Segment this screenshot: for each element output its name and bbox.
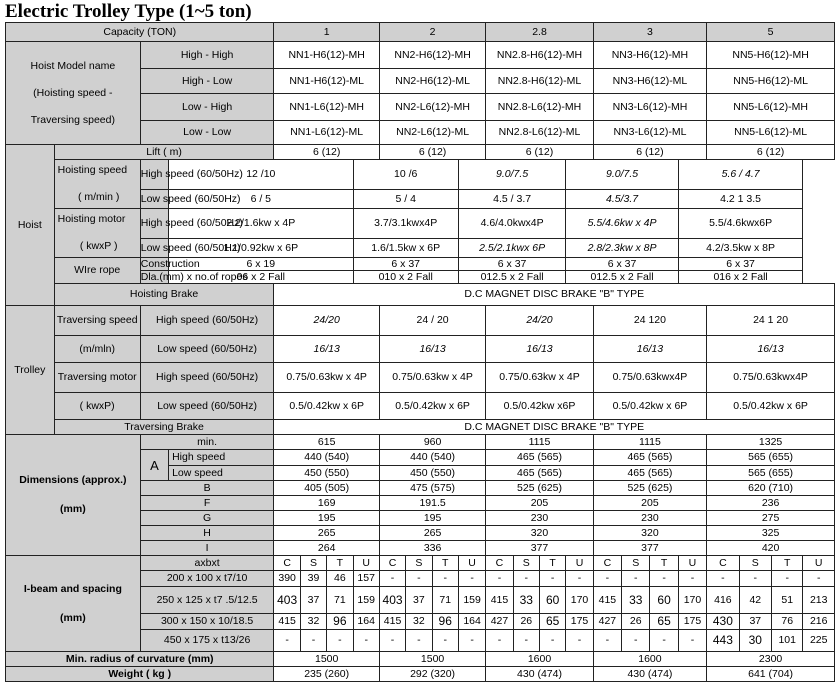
ibeam-value: - xyxy=(379,630,405,652)
hoisting-speed-high-2: 10 /6 xyxy=(353,160,458,190)
lift-value-4: 6 (12) xyxy=(593,145,706,160)
ibeam-value: - xyxy=(432,571,458,587)
ibeam-value: - xyxy=(300,630,326,652)
ibeam-col-header: S xyxy=(513,556,539,571)
ibeam-value: - xyxy=(678,571,706,587)
dim-b-label: B xyxy=(140,481,274,496)
hoisting-motor-label-line: ( kwxP ) xyxy=(79,240,118,252)
low-speed-label: Low speed (60/50Hz) xyxy=(140,393,274,420)
min-radius-5: 2300 xyxy=(707,652,835,667)
hoisting-motor-low-3: 2.5/2.1kwx 6P xyxy=(458,239,565,258)
ibeam-value: 390 xyxy=(274,571,300,587)
ibeam-value: - xyxy=(566,571,593,587)
dim-i-2: 336 xyxy=(379,541,485,556)
dim-min-4: 1115 xyxy=(593,435,706,450)
dim-a-high-4: 465 (565) xyxy=(593,450,706,466)
ibeam-value: 415 xyxy=(274,614,300,630)
ibeam-value: - xyxy=(622,630,650,652)
dim-f-label: F xyxy=(140,496,274,511)
ibeam-value: 427 xyxy=(593,614,621,630)
dim-h-5: 325 xyxy=(707,526,835,541)
hoisting-speed-high-4: 9.0/7.5 xyxy=(566,160,678,190)
dim-a-label: A xyxy=(140,450,168,481)
dim-b-5: 620 (710) xyxy=(707,481,835,496)
capacity-4: 3 xyxy=(593,23,706,42)
model-speed-label: Low - High xyxy=(140,94,274,121)
dim-a-high-3: 465 (565) xyxy=(486,450,593,466)
ibeam-value: 164 xyxy=(353,614,379,630)
dim-min-5: 1325 xyxy=(707,435,835,450)
hoisting-speed-high-3: 9.0/7.5 xyxy=(458,160,565,190)
ibeam-value: - xyxy=(650,630,678,652)
dim-a-low-label: Low speed xyxy=(169,466,274,481)
ibeam-value: 76 xyxy=(772,614,803,630)
hoisting-brake-label: Hoisting Brake xyxy=(54,284,274,306)
ibeam-value: 96 xyxy=(327,614,353,630)
traversing-speed-low-5: 16/13 xyxy=(707,336,835,363)
model-speed-label: High - Low xyxy=(140,69,274,94)
model-value-2: NN2-H6(12)-MH xyxy=(379,42,485,69)
ibeam-value: - xyxy=(486,630,513,652)
ibeam-value: 159 xyxy=(458,587,485,614)
ibeam-value: 175 xyxy=(566,614,593,630)
traversing-speed-high-3: 24/20 xyxy=(486,306,593,336)
ibeam-col-header: T xyxy=(539,556,565,571)
ibeam-size-label: 300 x 150 x 10/18.5 xyxy=(140,614,274,630)
weight-4: 430 (474) xyxy=(593,667,706,682)
ibeam-size-label: 450 x 175 x t13/26 xyxy=(140,630,274,652)
model-value-1: NN1-H6(12)-ML xyxy=(274,69,379,94)
model-value-1: NN1-L6(12)-MH xyxy=(274,94,379,121)
model-value-1: NN1-H6(12)-MH xyxy=(274,42,379,69)
model-value-2: NN2-L6(12)-MH xyxy=(379,94,485,121)
hoist-model-group-label xyxy=(6,42,141,145)
dim-i-5: 420 xyxy=(707,541,835,556)
dim-h-4: 320 xyxy=(593,526,706,541)
ibeam-value: 32 xyxy=(300,614,326,630)
ibeam-value: 33 xyxy=(622,587,650,614)
ibeam-group-label-line: (mm) xyxy=(60,611,86,624)
hoisting-speed-low-4: 4.5/3.7 xyxy=(566,190,678,209)
hoisting-speed-high-5: 5.6 / 4.7 xyxy=(678,160,803,190)
high-speed-label: High speed (60/50Hz) xyxy=(140,363,274,393)
capacity-3: 2.8 xyxy=(486,23,593,42)
ibeam-col-header: C xyxy=(379,556,405,571)
ibeam-value: 415 xyxy=(379,614,405,630)
traversing-speed-unit: (m/mln) xyxy=(54,336,140,363)
dim-b-1: 405 (505) xyxy=(274,481,379,496)
ibeam-value: 37 xyxy=(406,587,432,614)
dim-f-1: 169 xyxy=(274,496,379,511)
ibeam-value: - xyxy=(539,630,565,652)
ibeam-value: 101 xyxy=(772,630,803,652)
dim-g-label: G xyxy=(140,511,274,526)
dim-a-high-label: High speed xyxy=(169,450,274,466)
ibeam-col-header: T xyxy=(650,556,678,571)
hoisting-speed-low-1: 6 / 5 xyxy=(169,190,353,209)
high-speed-label: High speed (60/50Hz) xyxy=(140,306,274,336)
ibeam-col-header: C xyxy=(707,556,739,571)
ibeam-col-header: C xyxy=(593,556,621,571)
capacity-label: Capacity (TON) xyxy=(6,23,274,42)
ibeam-value: 51 xyxy=(772,587,803,614)
dim-i-4: 377 xyxy=(593,541,706,556)
construction-label: Construction xyxy=(140,257,200,270)
dim-i-1: 264 xyxy=(274,541,379,556)
ibeam-value: 39 xyxy=(300,571,326,587)
ibeam-col-header: S xyxy=(300,556,326,571)
ibeam-value: - xyxy=(513,630,539,652)
traversing-speed-low-2: 16/13 xyxy=(379,336,485,363)
hoisting-speed-high-1: 12 /10 xyxy=(169,160,353,190)
dimensions-group-label-line: Dimensions (approx.) xyxy=(19,474,127,486)
dim-i-label: I xyxy=(140,541,274,556)
ibeam-value: - xyxy=(650,571,678,587)
model-value-5: NN5-H6(12)-ML xyxy=(707,69,835,94)
dim-g-1: 195 xyxy=(274,511,379,526)
ibeam-value: - xyxy=(353,630,379,652)
construction-5: 6 x 37 xyxy=(678,258,803,271)
lift-value-3: 6 (12) xyxy=(486,145,593,160)
dim-b-2: 475 (575) xyxy=(379,481,485,496)
model-value-5: NN5-H6(12)-MH xyxy=(707,42,835,69)
ibeam-value: 415 xyxy=(593,587,621,614)
ibeam-value: - xyxy=(593,571,621,587)
hoist-group-label: Hoist xyxy=(6,145,55,306)
ibeam-col-header: S xyxy=(622,556,650,571)
low-speed-label: Low speed (60/50Hz) xyxy=(140,239,168,258)
ibeam-col-header: U xyxy=(678,556,706,571)
model-value-3: NN2.8-H6(12)-MH xyxy=(486,42,593,69)
ibeam-value: - xyxy=(593,630,621,652)
ibeam-col-header: C xyxy=(274,556,300,571)
ibeam-value: 26 xyxy=(513,614,539,630)
ibeam-value: - xyxy=(803,571,835,587)
hoisting-speed-label xyxy=(54,160,140,209)
traversing-speed-high-4: 24 120 xyxy=(593,306,706,336)
ibeam-value: 157 xyxy=(353,571,379,587)
traversing-speed-high-1: 24/20 xyxy=(274,306,379,336)
wire-rope-label: WIre rope xyxy=(54,258,140,284)
dim-f-2: 191.5 xyxy=(379,496,485,511)
low-speed-label: Low speed (60/50Hz) xyxy=(140,190,168,209)
hoisting-motor-high-1: 2.2/1.6kw x 4P xyxy=(169,209,353,239)
ibeam-value: 159 xyxy=(353,587,379,614)
dimensions-group-label xyxy=(6,435,141,556)
construction-4: 6 x 37 xyxy=(566,258,678,271)
min-radius-1: 1500 xyxy=(274,652,379,667)
ibeam-value: - xyxy=(458,571,485,587)
model-value-4: NN3-L6(12)-ML xyxy=(593,121,706,145)
weight-label: Weight ( kg ) xyxy=(6,667,274,682)
hoisting-motor-label xyxy=(54,209,140,258)
dimensions-group-label-line: (mm) xyxy=(60,503,86,515)
ibeam-value: 415 xyxy=(486,587,513,614)
ibeam-value: 403 xyxy=(379,587,405,614)
ibeam-col-header: T xyxy=(327,556,353,571)
model-value-5: NN5-L6(12)-MH xyxy=(707,94,835,121)
ibeam-value: - xyxy=(274,630,300,652)
ibeam-value: - xyxy=(379,571,405,587)
rope-dia-3: 012.5 x 2 Fall xyxy=(458,271,565,284)
ibeam-value: 175 xyxy=(678,614,706,630)
traversing-motor-low-5: 0.5/0.42kw x 6P xyxy=(707,393,835,420)
min-radius-label: Min. radius of curvature (mm) xyxy=(6,652,274,667)
ibeam-value: 170 xyxy=(678,587,706,614)
lift-value-2: 6 (12) xyxy=(379,145,485,160)
traversing-motor-high-5: 0.75/0.63kwx4P xyxy=(707,363,835,393)
traversing-motor-label: Traversing motor xyxy=(54,363,140,393)
capacity-5: 5 xyxy=(707,23,835,42)
lift-value-1: 6 (12) xyxy=(274,145,379,160)
hoisting-motor-label-line: Hoisting motor xyxy=(57,213,126,225)
weight-5: 641 (704) xyxy=(707,667,835,682)
ibeam-value: 213 xyxy=(803,587,835,614)
dim-a-low-5: 565 (655) xyxy=(707,466,835,481)
hoisting-speed-label-line: ( m/min ) xyxy=(77,191,120,203)
ibeam-value: 427 xyxy=(486,614,513,630)
ibeam-size-label: 250 x 125 x t7 .5/12.5 xyxy=(140,587,274,614)
ibeam-value: 71 xyxy=(432,587,458,614)
model-value-3: NN2.8-L6(12)-MH xyxy=(486,94,593,121)
page-title: Electric Trolley Type (1~5 ton) xyxy=(5,1,252,22)
dim-h-label: H xyxy=(140,526,274,541)
model-value-3: NN2.8-L6(12)-ML xyxy=(486,121,593,145)
dim-h-3: 320 xyxy=(486,526,593,541)
construction-2: 6 x 37 xyxy=(353,258,458,271)
model-value-5: NN5-L6(12)-ML xyxy=(707,121,835,145)
ibeam-value: - xyxy=(513,571,539,587)
weight-3: 430 (474) xyxy=(486,667,593,682)
dim-g-4: 230 xyxy=(593,511,706,526)
ibeam-value: 170 xyxy=(566,587,593,614)
traversing-brake-value: D.C MAGNET DISC BRAKE "B" TYPE xyxy=(274,420,835,435)
lift-label: Lift ( m) xyxy=(54,145,274,160)
model-value-4: NN3-H6(12)-ML xyxy=(593,69,706,94)
high-speed-label: High speed (60/50Hz) xyxy=(140,209,168,239)
dim-min-3: 1115 xyxy=(486,435,593,450)
dim-a-high-2: 440 (540) xyxy=(379,450,485,466)
ibeam-value: 216 xyxy=(803,614,835,630)
dim-g-2: 195 xyxy=(379,511,485,526)
ibeam-value: - xyxy=(678,630,706,652)
dim-f-3: 205 xyxy=(486,496,593,511)
ibeam-value: 26 xyxy=(622,614,650,630)
dim-min-1: 615 xyxy=(274,435,379,450)
trolley-group-label: Trolley xyxy=(6,306,55,435)
ibeam-value: - xyxy=(327,630,353,652)
hoisting-motor-high-4: 5.5/4.6kw x 4P xyxy=(566,209,678,239)
ibeam-value: - xyxy=(406,630,432,652)
lift-value-5: 6 (12) xyxy=(707,145,835,160)
ibeam-value: 60 xyxy=(650,587,678,614)
high-speed-label: High speed (60/50Hz) xyxy=(140,160,168,190)
traversing-motor-low-3: 0.5/0.42kw x6P xyxy=(486,393,593,420)
ibeam-group-label xyxy=(6,556,141,652)
hoisting-motor-high-5: 5.5/4.6kwx6P xyxy=(678,209,803,239)
min-radius-4: 1600 xyxy=(593,652,706,667)
traversing-motor-high-2: 0.75/0.63kw x 4P xyxy=(379,363,485,393)
ibeam-col-header: U xyxy=(353,556,379,571)
dim-a-low-1: 450 (550) xyxy=(274,466,379,481)
model-speed-label: Low - Low xyxy=(140,121,274,145)
model-speed-label: High - High xyxy=(140,42,274,69)
ibeam-value: 164 xyxy=(458,614,485,630)
ibeam-value: - xyxy=(406,571,432,587)
hoisting-motor-low-5: 4.2/3.5kw x 8P xyxy=(678,239,803,258)
dim-h-1: 265 xyxy=(274,526,379,541)
hoisting-speed-low-3: 4.5 / 3.7 xyxy=(458,190,565,209)
dim-g-3: 230 xyxy=(486,511,593,526)
model-value-3: NN2.8-H6(12)-ML xyxy=(486,69,593,94)
model-value-1: NN1-L6(12)-ML xyxy=(274,121,379,145)
traversing-motor-low-2: 0.5/0.42kw x 6P xyxy=(379,393,485,420)
ibeam-col-header: C xyxy=(486,556,513,571)
weight-1: 235 (260) xyxy=(274,667,379,682)
capacity-2: 2 xyxy=(379,23,485,42)
traversing-brake-label: Traversing Brake xyxy=(54,420,274,435)
hoist-model-group-label-line: Traversing speed) xyxy=(30,113,115,126)
traversing-speed-high-5: 24 1 20 xyxy=(707,306,835,336)
rope-dia-1: 06 x 2 Fall xyxy=(169,271,353,284)
hoisting-speed-low-2: 5 / 4 xyxy=(353,190,458,209)
traversing-motor-unit: ( kwxP) xyxy=(54,393,140,420)
dim-i-3: 377 xyxy=(486,541,593,556)
rope-dia-2: 010 x 2 Fall xyxy=(353,271,458,284)
construction-3: 6 x 37 xyxy=(458,258,565,271)
ibeam-value: - xyxy=(486,571,513,587)
dim-b-4: 525 (625) xyxy=(593,481,706,496)
dim-a-high-1: 440 (540) xyxy=(274,450,379,466)
capacity-1: 1 xyxy=(274,23,379,42)
model-value-4: NN3-H6(12)-MH xyxy=(593,42,706,69)
traversing-speed-low-1: 16/13 xyxy=(274,336,379,363)
ibeam-value: 403 xyxy=(274,587,300,614)
ibeam-size-label: 200 x 100 x t7/10 xyxy=(140,571,274,587)
ibeam-value: 46 xyxy=(327,571,353,587)
ibeam-value: - xyxy=(432,630,458,652)
hoisting-motor-high-2: 3.7/3.1kwx4P xyxy=(353,209,458,239)
rope-dia-label: Dla.(mm) x no.of ropes xyxy=(140,270,248,283)
ibeam-col-header: S xyxy=(406,556,432,571)
model-value-2: NN2-L6(12)-ML xyxy=(379,121,485,145)
hoisting-motor-low-4: 2.8/2.3kw x 8P xyxy=(566,239,678,258)
dim-g-5: 275 xyxy=(707,511,835,526)
min-radius-3: 1600 xyxy=(486,652,593,667)
ibeam-value: 430 xyxy=(707,614,739,630)
ibeam-value: 42 xyxy=(739,587,771,614)
traversing-speed-label: Traversing speed xyxy=(54,306,140,336)
model-value-4: NN3-L6(12)-MH xyxy=(593,94,706,121)
ibeam-value: 30 xyxy=(739,630,771,652)
traversing-speed-low-3: 16/13 xyxy=(486,336,593,363)
hoist-model-group-label-line: (Hoisting speed - xyxy=(33,86,113,99)
hoisting-brake-value: D.C MAGNET DISC BRAKE "B" TYPE xyxy=(274,284,835,306)
ibeam-col-header: U xyxy=(803,556,835,571)
dim-a-low-4: 465 (565) xyxy=(593,466,706,481)
traversing-motor-low-1: 0.5/0.42kw x 6P xyxy=(274,393,379,420)
ibeam-col-header: T xyxy=(432,556,458,571)
traversing-motor-high-1: 0.75/0.63kw x 4P xyxy=(274,363,379,393)
spec-table-body xyxy=(6,23,835,682)
dim-a-low-2: 450 (550) xyxy=(379,466,485,481)
rope-dia-5: 016 x 2 Fall xyxy=(678,271,803,284)
ibeam-value: 32 xyxy=(406,614,432,630)
ibeam-value: 33 xyxy=(513,587,539,614)
spec-table xyxy=(5,22,835,682)
ibeam-value: 225 xyxy=(803,630,835,652)
min-radius-2: 1500 xyxy=(379,652,485,667)
ibeam-value: 37 xyxy=(300,587,326,614)
hoisting-motor-low-2: 1.6/1.5kw x 6P xyxy=(353,239,458,258)
hoisting-speed-label-line: Hoisting speed xyxy=(57,164,128,176)
hoist-model-group-label-line: Hoist Model name xyxy=(30,59,116,72)
dim-min-2: 960 xyxy=(379,435,485,450)
hoisting-motor-high-3: 4.6/4.0kwx4P xyxy=(458,209,565,239)
model-value-2: NN2-H6(12)-ML xyxy=(379,69,485,94)
traversing-motor-high-4: 0.75/0.63kwx4P xyxy=(593,363,706,393)
low-speed-label: Low speed (60/50Hz) xyxy=(140,336,274,363)
dim-h-2: 265 xyxy=(379,526,485,541)
ibeam-group-label-line: I-beam and spacing xyxy=(23,582,122,595)
ibeam-value: 65 xyxy=(539,614,565,630)
traversing-speed-high-2: 24 / 20 xyxy=(379,306,485,336)
ibeam-value: - xyxy=(739,571,771,587)
ibeam-value: 443 xyxy=(707,630,739,652)
dim-a-high-5: 565 (655) xyxy=(707,450,835,466)
dim-a-low-3: 465 (565) xyxy=(486,466,593,481)
traversing-speed-low-4: 16/13 xyxy=(593,336,706,363)
hoisting-motor-low-1: 1.1/0.92kw x 6P xyxy=(169,239,353,258)
traversing-motor-low-4: 0.5/0.42kw x 6P xyxy=(593,393,706,420)
ibeam-value: 71 xyxy=(327,587,353,614)
ibeam-value: 37 xyxy=(739,614,771,630)
ibeam-value: - xyxy=(707,571,739,587)
ibeam-value: - xyxy=(566,630,593,652)
ibeam-value: - xyxy=(622,571,650,587)
ibeam-value: 96 xyxy=(432,614,458,630)
ibeam-value: - xyxy=(458,630,485,652)
ibeam-axbxt-label: axbxt xyxy=(140,556,274,571)
dim-f-4: 205 xyxy=(593,496,706,511)
ibeam-col-header: U xyxy=(566,556,593,571)
weight-2: 292 (320) xyxy=(379,667,485,682)
ibeam-value: - xyxy=(772,571,803,587)
traversing-motor-high-3: 0.75/0.63kw x 4P xyxy=(486,363,593,393)
dim-f-5: 236 xyxy=(707,496,835,511)
ibeam-value: 65 xyxy=(650,614,678,630)
rope-dia-4: 012.5 x 2 Fall xyxy=(566,271,678,284)
ibeam-value: 60 xyxy=(539,587,565,614)
ibeam-col-header: U xyxy=(458,556,485,571)
hoisting-speed-low-5: 4.2 1 3.5 xyxy=(678,190,803,209)
ibeam-value: 416 xyxy=(707,587,739,614)
dim-b-3: 525 (625) xyxy=(486,481,593,496)
construction-1: 6 x 19 xyxy=(169,258,353,271)
ibeam-value: - xyxy=(539,571,565,587)
dim-min-label: min. xyxy=(140,435,274,450)
ibeam-col-header: T xyxy=(772,556,803,571)
ibeam-col-header: S xyxy=(739,556,771,571)
